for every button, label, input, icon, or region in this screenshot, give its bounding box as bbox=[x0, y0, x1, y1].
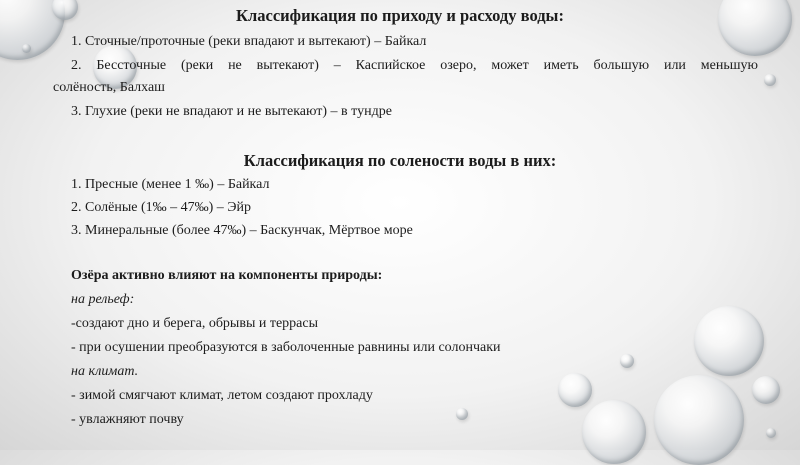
list-item: 2. Бессточные (реки не вытекают) – Каспийское озеро, может иметь большую или меньшую bbox=[71, 58, 758, 73]
list-item: - при осушении преобразуются в заболоченные равнины или солончаки bbox=[71, 340, 501, 355]
list-item: 1. Сточные/проточные (реки впадают и вытекают) – Байкал bbox=[71, 34, 427, 49]
subheading-relief: на рельеф: bbox=[71, 292, 135, 307]
list-item: 3. Глухие (реки не впадают и не вытекают) – в тундре bbox=[71, 104, 392, 119]
list-item: - зимой смягчают климат, летом создают прохладу bbox=[71, 388, 373, 403]
section-title-nature-influence: Озёра активно влияют на компоненты природы: bbox=[71, 268, 383, 283]
subheading-climate: на климат. bbox=[71, 364, 139, 379]
list-item: 1. Пресные (менее 1 ‰) – Байкал bbox=[71, 177, 270, 192]
heading-salinity: Классификация по солености воды в них: bbox=[243, 151, 557, 170]
list-item-continuation: солёность, Балхаш bbox=[53, 80, 165, 95]
list-item: 3. Минеральные (более 47‰) – Баскунчак, Мёртвое море bbox=[71, 223, 413, 238]
list-item: -создают дно и берега, обрывы и террасы bbox=[71, 316, 319, 331]
list-item: 2. Солёные (1‰ – 47‰) – Эйр bbox=[71, 200, 252, 215]
list-item: - увлажняют почву bbox=[71, 412, 184, 427]
heading-water-balance: Классификация по приходу и расходу воды: bbox=[236, 6, 564, 25]
